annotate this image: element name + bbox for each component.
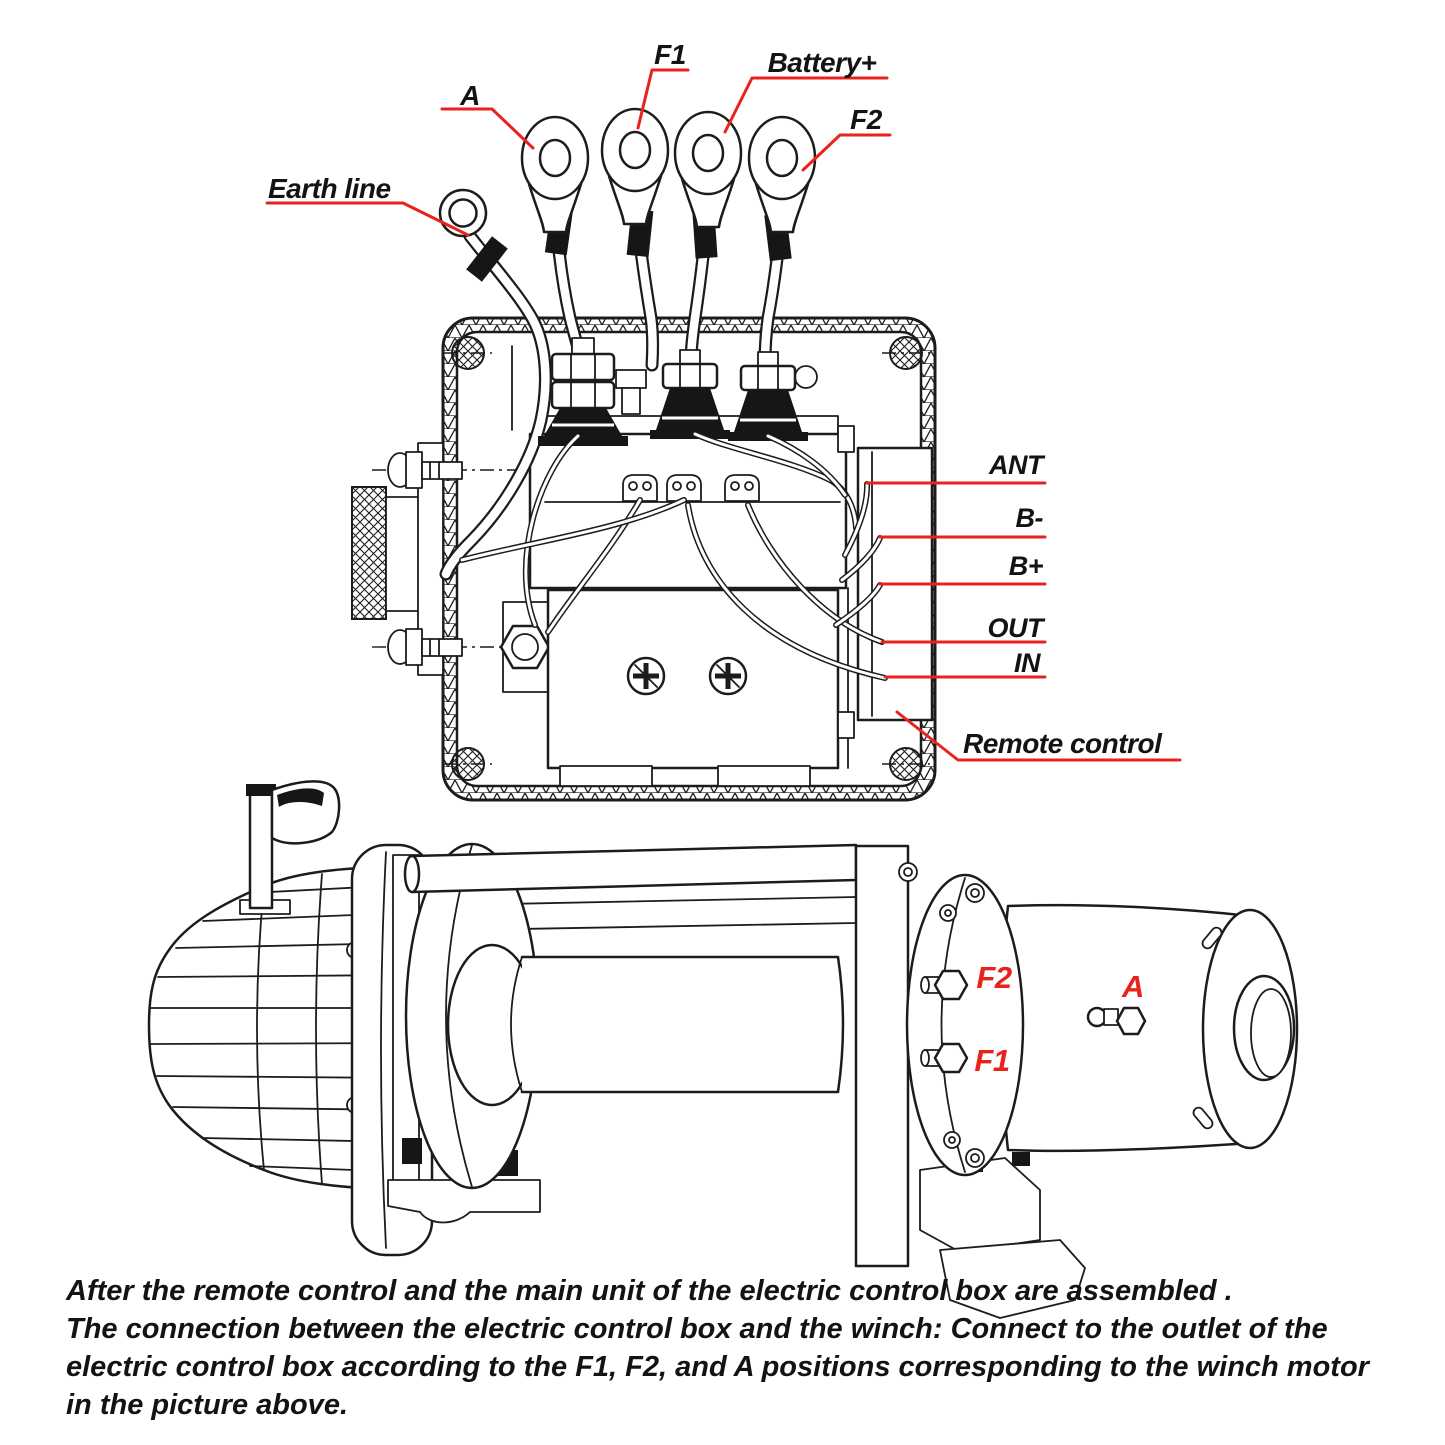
label-remote-control: Remote control bbox=[963, 728, 1162, 759]
receiver-tab-bottom bbox=[838, 712, 854, 738]
ring-terminal-a bbox=[522, 117, 588, 232]
caption-line-1: After the remote control and the main unit of the electric control box are assembled . bbox=[66, 1275, 1233, 1307]
phillips-screw-right bbox=[710, 658, 746, 694]
label-cable-f2: F2 bbox=[850, 104, 882, 135]
ground-hex-bolt bbox=[501, 602, 549, 692]
ring-terminal-f1 bbox=[602, 109, 668, 224]
lower-relay-box bbox=[548, 590, 838, 786]
ring-terminals bbox=[431, 109, 815, 245]
label-motor-f1: F1 bbox=[974, 1043, 1010, 1078]
control-box bbox=[352, 109, 935, 800]
phillips-screw-left bbox=[628, 658, 664, 694]
ring-terminal-f2 bbox=[749, 117, 815, 232]
motor-mount-ring bbox=[899, 863, 1023, 1175]
label-in: IN bbox=[1014, 648, 1040, 678]
label-motor-f2: F2 bbox=[976, 960, 1012, 995]
ring-terminal-earth bbox=[431, 181, 496, 246]
leader-f2 bbox=[803, 135, 890, 170]
ring-terminal-battery bbox=[675, 112, 741, 227]
label-ant: ANT bbox=[989, 450, 1043, 480]
label-b-plus: B+ bbox=[1008, 551, 1043, 581]
caption-line-3: electric control box according to the F1, F2, and A positions corresponding to the winch motor bbox=[66, 1351, 1369, 1383]
mini-terminal-3 bbox=[725, 475, 759, 501]
label-motor-a: A bbox=[1122, 969, 1144, 1004]
hatched-connector-block bbox=[352, 487, 386, 619]
leader-a bbox=[442, 109, 533, 148]
label-earth-line: Earth line bbox=[268, 173, 391, 204]
relay-box-tab-left bbox=[560, 766, 652, 786]
leader-earth bbox=[267, 203, 468, 235]
label-cable-battery: Battery+ bbox=[767, 47, 877, 78]
receiver-tab-top bbox=[838, 426, 854, 452]
label-cable-f1: F1 bbox=[654, 39, 686, 70]
caption-line-2: The connection between the electric control box and the winch: Connect to the outlet of the bbox=[66, 1313, 1328, 1345]
relay-box-body bbox=[548, 590, 838, 768]
drum-flange-left bbox=[406, 844, 538, 1188]
label-out: OUT bbox=[987, 613, 1043, 643]
label-b-minus: B- bbox=[1015, 503, 1043, 533]
motor bbox=[1001, 905, 1297, 1151]
winch-assembly bbox=[149, 781, 1297, 1318]
label-cable-a: A bbox=[460, 80, 480, 111]
vent-hole bbox=[795, 366, 817, 388]
relay-box-tab-right bbox=[718, 766, 810, 786]
caption-text bbox=[66, 1272, 1411, 1424]
drum-barrel bbox=[511, 957, 843, 1092]
caption-line-4: in the picture above. bbox=[66, 1389, 348, 1421]
